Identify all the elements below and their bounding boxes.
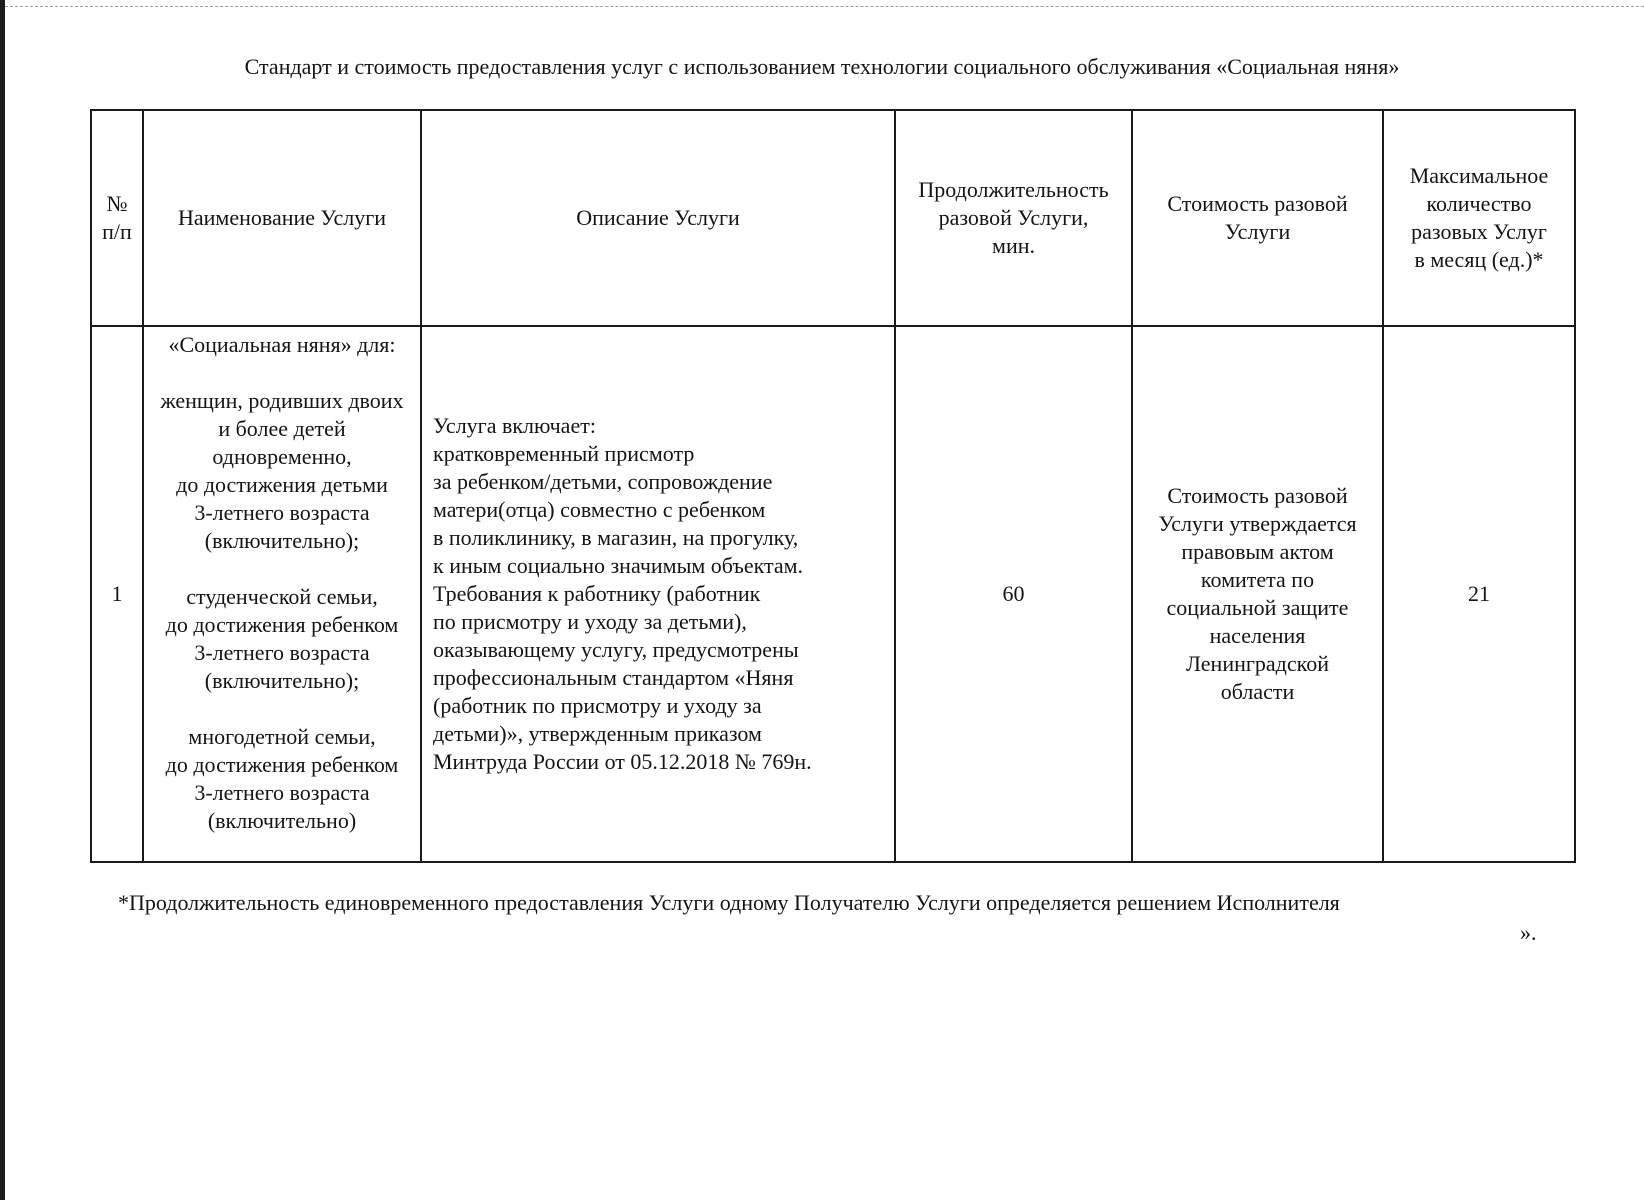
cell-duration: 60 [895,326,1132,862]
header-service-description: Описание Услуги [421,110,895,326]
closing-quote-mark: ». [1520,920,1537,945]
cell-number: 1 [91,326,143,862]
table-header-row [91,110,1575,326]
header-duration: Продолжительность разовой Услуги, мин. [895,110,1132,326]
cell-cost: Стоимость разовой Услуги утверждается правовым актом комитета по социальной защите населения Ленинградской области [1132,326,1383,862]
cell-service-description: Услуга включает: кратковременный присмотр за ребенком/детьми, сопровождение матери(отца) совместно с ребенком в поликлинику, в магазин, на прогулку, к иным социально значимым объектам. Требования к работнику (работник по присмотру и уходу за детьми), оказывающему услугу, предусмотрены профессиональным стандартом «Няня (работник по присмотру и уходу за детьми)», утвержденным приказом Минтруда России от 05.12.2018 № 769н. [421,326,895,862]
header-number: № п/п [91,110,143,326]
table-row [91,326,1575,862]
cell-max-per-month: 21 [1383,326,1575,862]
scan-edge-shadow [0,0,5,1200]
cell-service-name: «Социальная няня» для: женщин, родивших двоих и более детей одновременно, до достижения детьми 3-летнего возраста (включительно); студенческой семьи, до достижения ребенком 3-летнего возраста (включительно); многодетной семьи, до достижения ребенком 3-летнего возраста (включительно) [143,326,421,862]
header-max-per-month: Максимальное количество разовых Услуг в месяц (ед.)* [1383,110,1575,326]
services-table [90,109,1576,863]
footnote: *Продолжительность единовременного предоставления Услуги одному Получателю Услуги определяется решением Исполнителя [118,890,1340,915]
scan-border-line [0,6,1644,7]
header-service-name: Наименование Услуги [143,110,421,326]
page-title: Стандарт и стоимость предоставления услуг с использованием технологии социального обслуживания «Социальная няня» [244,54,1400,79]
header-cost: Стоимость разовой Услуги [1132,110,1383,326]
